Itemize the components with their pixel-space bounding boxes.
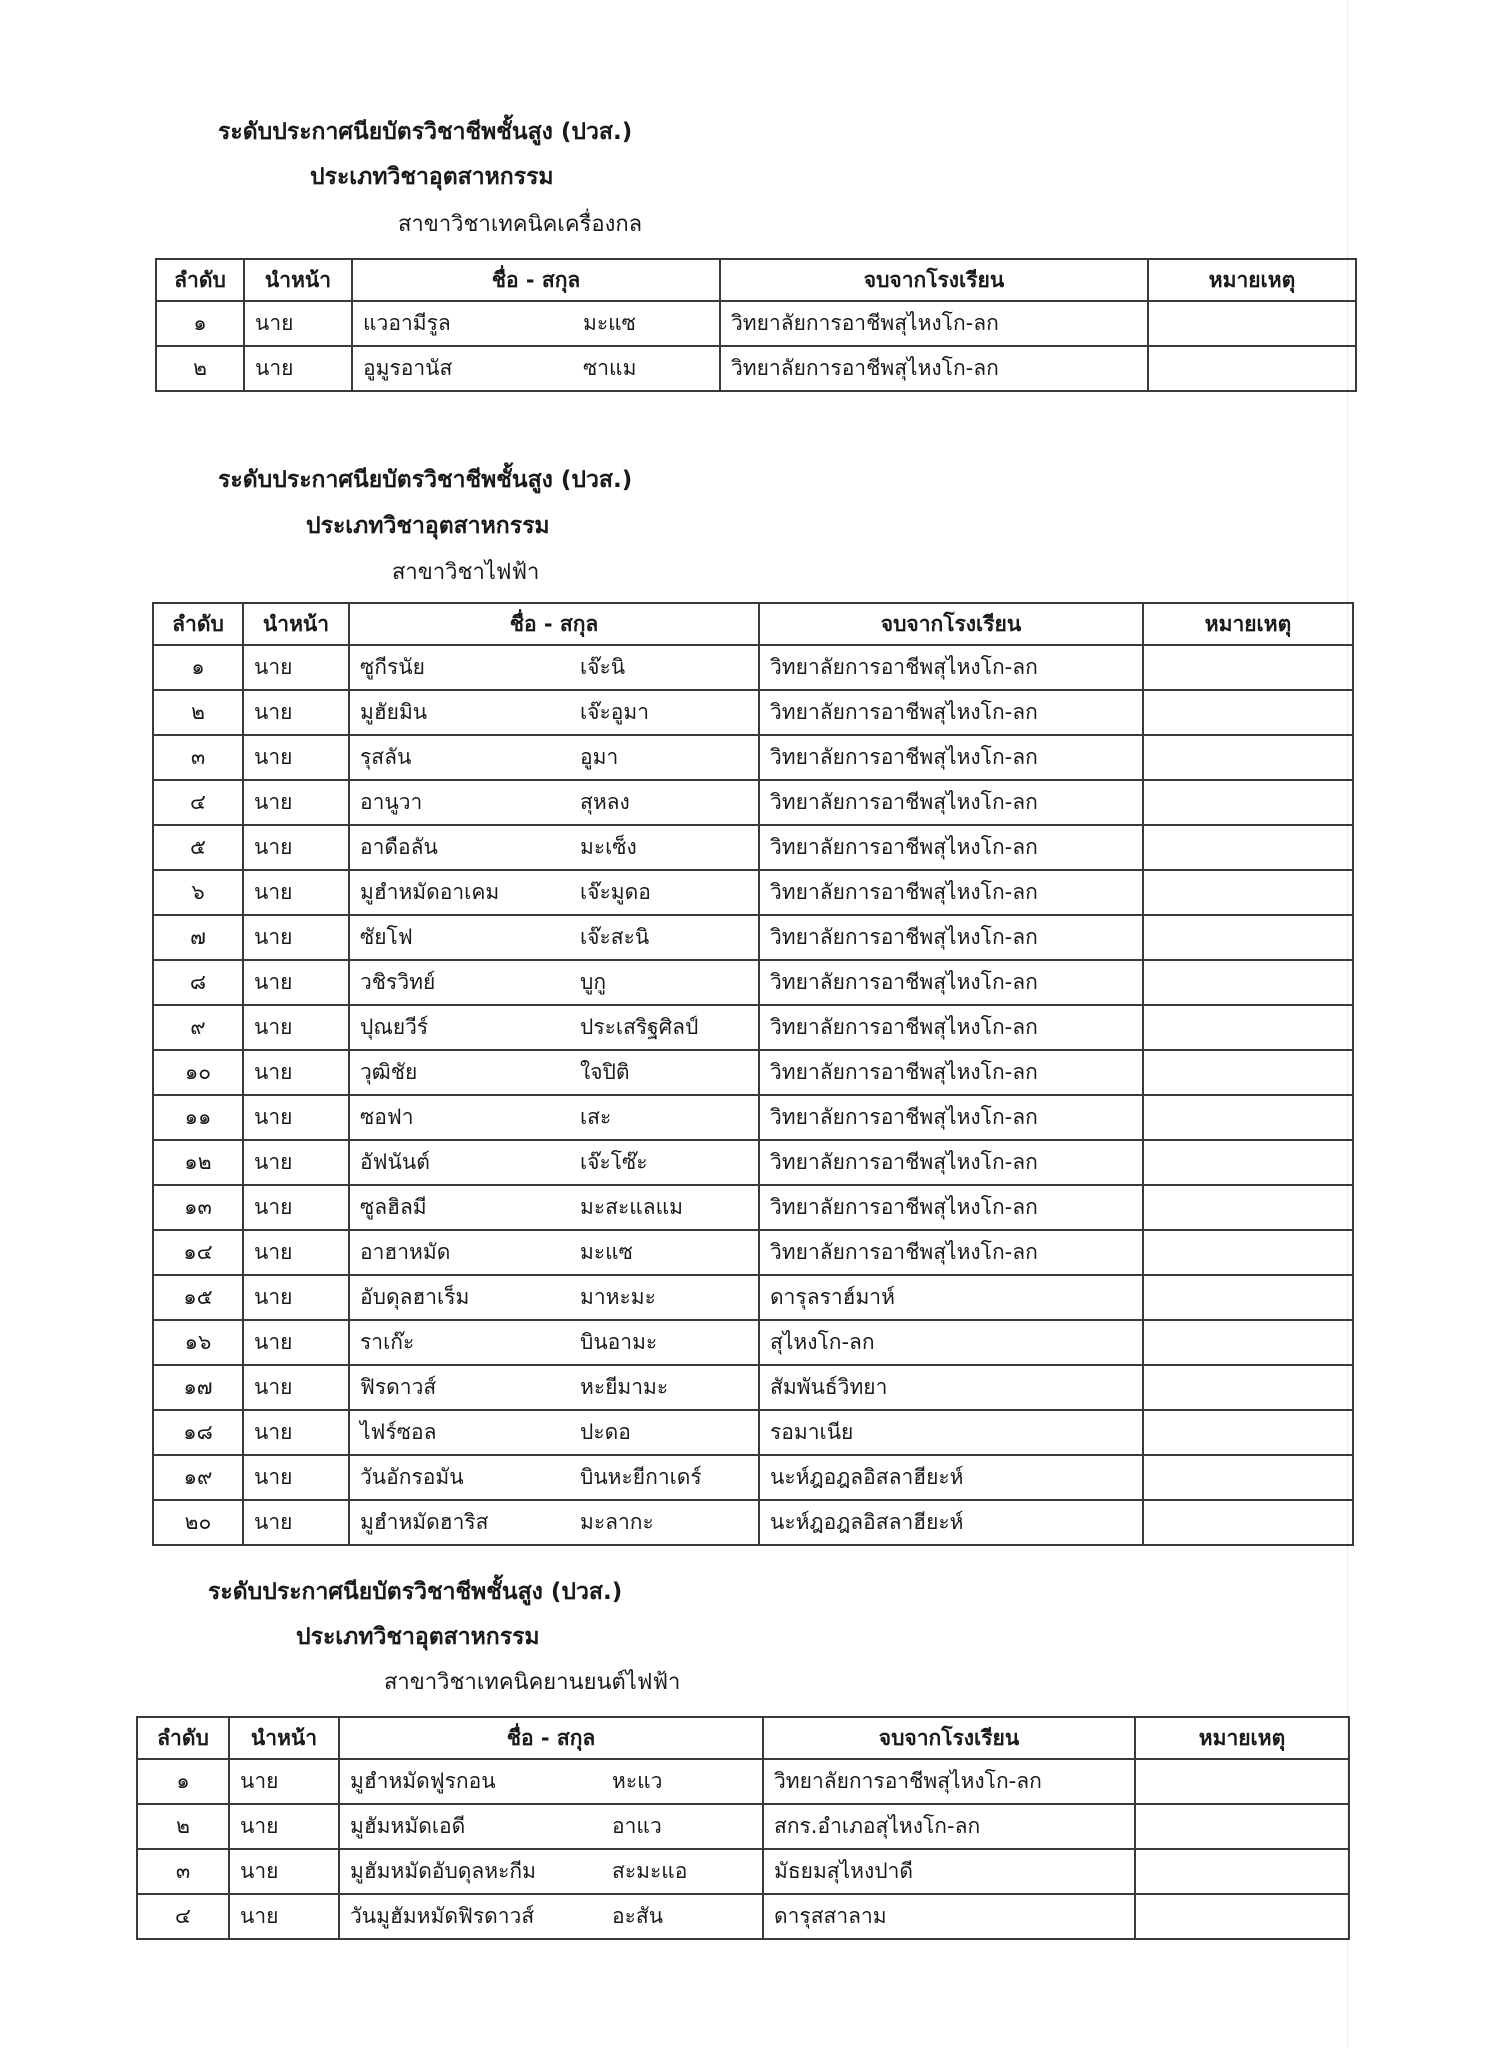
first-name: ไฟร์ซอล	[360, 1420, 437, 1444]
col-header-name: ชื่อ - สกุล	[349, 603, 759, 645]
table-header-row	[153, 603, 1353, 645]
row-prefix: นาย	[243, 1365, 349, 1410]
row-number: ๔	[153, 780, 243, 825]
row-school: วิทยาลัยการอาชีพสุไหงโก-ลก	[759, 870, 1143, 915]
col-header-school: จบจากโรงเรียน	[720, 259, 1148, 301]
row-fullname	[349, 870, 759, 915]
row-number: ๑๕	[153, 1275, 243, 1320]
row-remark	[1143, 780, 1353, 825]
row-number: ๑๖	[153, 1320, 243, 1365]
row-school: วิทยาลัยการอาชีพสุไหงโก-ลก	[759, 1185, 1143, 1230]
first-name: วันอักรอมัน	[360, 1465, 464, 1489]
row-remark	[1143, 1185, 1353, 1230]
row-number: ๑๐	[153, 1050, 243, 1095]
last-name: สุหลง	[580, 790, 630, 814]
row-fullname	[349, 825, 759, 870]
row-remark	[1143, 1365, 1353, 1410]
row-remark	[1143, 870, 1353, 915]
row-number: ๖	[153, 870, 243, 915]
row-school: วิทยาลัยการอาชีพสุไหงโก-ลก	[759, 1230, 1143, 1275]
row-prefix: นาย	[244, 301, 352, 346]
row-prefix: นาย	[244, 346, 352, 391]
row-school: วิทยาลัยการอาชีพสุไหงโก-ลก	[759, 1050, 1143, 1095]
row-remark	[1143, 1230, 1353, 1275]
row-number: ๑	[137, 1759, 229, 1804]
table-row	[137, 1849, 1349, 1894]
row-fullname	[349, 645, 759, 690]
row-remark	[1143, 1410, 1353, 1455]
row-number: ๑	[153, 645, 243, 690]
row-school: มัธยมสุไหงปาดี	[763, 1849, 1135, 1894]
first-name: รุสลัน	[360, 745, 412, 769]
row-prefix: นาย	[229, 1759, 339, 1804]
first-name: อานูวา	[360, 790, 423, 814]
row-number: ๙	[153, 1005, 243, 1050]
row-number: ๒	[137, 1804, 229, 1849]
table-row	[153, 1185, 1353, 1230]
row-fullname	[349, 1230, 759, 1275]
last-name: สะมะแอ	[612, 1859, 688, 1883]
row-fullname	[349, 690, 759, 735]
table-row	[156, 346, 1356, 391]
first-name: ซัยโฟ	[360, 925, 413, 949]
row-school: นะห์ฎอฎลอิสลาฮียะห์	[759, 1455, 1143, 1500]
first-name: มูฮัมหมัดอับดุลหะกีม	[350, 1859, 536, 1883]
first-name: ปุณยวีร์	[360, 1015, 429, 1039]
first-name: อาฮาหมัด	[360, 1240, 451, 1264]
row-school: วิทยาลัยการอาชีพสุไหงโก-ลก	[720, 301, 1148, 346]
table-row	[153, 1230, 1353, 1275]
row-fullname	[349, 1320, 759, 1365]
row-school: วิทยาลัยการอาชีพสุไหงโก-ลก	[759, 1005, 1143, 1050]
row-school: วิทยาลัยการอาชีพสุไหงโก-ลก	[759, 1140, 1143, 1185]
last-name: มาหะมะ	[580, 1285, 656, 1309]
first-name: อัฟนันต์	[360, 1150, 430, 1174]
row-prefix: นาย	[229, 1849, 339, 1894]
col-header-name: ชื่อ - สกุล	[339, 1717, 763, 1759]
last-name: อาแว	[612, 1814, 662, 1838]
row-number: ๒	[156, 346, 244, 391]
last-name: เจ๊ะสะนิ	[580, 925, 650, 949]
row-remark	[1143, 825, 1353, 870]
section-major-heading: สาขาวิชาเทคนิคเครื่องกล	[398, 212, 643, 237]
row-fullname	[352, 301, 720, 346]
row-school: วิทยาลัยการอาชีพสุไหงโก-ลก	[759, 960, 1143, 1005]
row-fullname	[349, 1500, 759, 1545]
table-row	[153, 1320, 1353, 1365]
first-name: ฟิรดาวส์	[360, 1375, 437, 1399]
row-fullname	[339, 1894, 763, 1939]
row-school: วิทยาลัยการอาชีพสุไหงโก-ลก	[759, 915, 1143, 960]
row-fullname	[349, 1410, 759, 1455]
table-row	[153, 1095, 1353, 1140]
row-prefix: นาย	[243, 870, 349, 915]
row-number: ๕	[153, 825, 243, 870]
table-row	[153, 1365, 1353, 1410]
last-name: บูกู	[580, 970, 607, 994]
col-header-name: ชื่อ - สกุล	[352, 259, 720, 301]
col-header-remark: หมายเหตุ	[1135, 1717, 1349, 1759]
row-remark	[1148, 346, 1356, 391]
col-header-no: ลำดับ	[153, 603, 243, 645]
row-school: วิทยาลัยการอาชีพสุไหงโก-ลก	[759, 690, 1143, 735]
row-remark	[1143, 645, 1353, 690]
row-prefix: นาย	[243, 915, 349, 960]
row-remark	[1143, 735, 1353, 780]
student-table	[136, 1716, 1350, 1940]
row-prefix: นาย	[243, 645, 349, 690]
first-name: อาดือลัน	[360, 835, 438, 859]
first-name: มูฮัมหมัดเอดี	[350, 1814, 466, 1838]
col-header-title: นำหน้า	[229, 1717, 339, 1759]
row-prefix: นาย	[243, 825, 349, 870]
row-prefix: นาย	[243, 1500, 349, 1545]
first-name: วชิรวิทย์	[360, 970, 436, 994]
last-name: บินหะยีกาเดร์	[580, 1465, 702, 1489]
last-name: เจ๊ะนิ	[580, 655, 626, 679]
row-school: วิทยาลัยการอาชีพสุไหงโก-ลก	[759, 1095, 1143, 1140]
first-name: อูมูรอานัส	[363, 356, 453, 380]
col-header-no: ลำดับ	[137, 1717, 229, 1759]
row-prefix: นาย	[243, 1095, 349, 1140]
row-fullname	[349, 1275, 759, 1320]
row-fullname	[352, 346, 720, 391]
row-prefix: นาย	[243, 735, 349, 780]
section-major-heading: สาขาวิชาเทคนิคยานยนต์ไฟฟ้า	[384, 1670, 681, 1695]
row-prefix: นาย	[243, 780, 349, 825]
table-row	[153, 870, 1353, 915]
table-header-row	[137, 1717, 1349, 1759]
row-remark	[1143, 1275, 1353, 1320]
table-row	[153, 1050, 1353, 1095]
table-row	[137, 1759, 1349, 1804]
row-prefix: นาย	[243, 1455, 349, 1500]
first-name: แวอามีรูล	[363, 311, 451, 335]
row-number: ๒๐	[153, 1500, 243, 1545]
row-school: วิทยาลัยการอาชีพสุไหงโก-ลก	[720, 346, 1148, 391]
row-fullname	[349, 1365, 759, 1410]
row-remark	[1148, 301, 1356, 346]
last-name: อะสัน	[612, 1904, 664, 1928]
table-row	[153, 1275, 1353, 1320]
section-level-heading: ระดับประกาศนียบัตรวิชาชีพชั้นสูง (ปวส.)	[218, 467, 633, 493]
row-prefix: นาย	[243, 960, 349, 1005]
last-name: บินอามะ	[580, 1330, 658, 1354]
row-prefix: นาย	[243, 1275, 349, 1320]
table-row	[153, 915, 1353, 960]
last-name: มะแซ	[583, 311, 636, 335]
row-prefix: นาย	[229, 1804, 339, 1849]
student-table	[155, 258, 1357, 392]
row-fullname	[349, 1140, 759, 1185]
first-name: ราเก๊ะ	[360, 1330, 415, 1354]
row-remark	[1143, 960, 1353, 1005]
section-type-heading: ประเภทวิชาอุตสาหกรรม	[296, 1624, 540, 1650]
col-header-remark: หมายเหตุ	[1148, 259, 1356, 301]
last-name: มะเซ็ง	[580, 835, 637, 859]
table-row	[153, 780, 1353, 825]
table-row	[153, 1005, 1353, 1050]
section-level-heading: ระดับประกาศนียบัตรวิชาชีพชั้นสูง (ปวส.)	[218, 119, 633, 145]
row-prefix: นาย	[243, 1410, 349, 1455]
first-name: มูฮำหมัดฮาริส	[360, 1510, 489, 1534]
last-name: ใจปิติ	[580, 1060, 630, 1084]
row-number: ๑๓	[153, 1185, 243, 1230]
row-school: รอมาเนีย	[759, 1410, 1143, 1455]
row-fullname	[349, 1455, 759, 1500]
section-type-heading: ประเภทวิชาอุตสาหกรรม	[306, 513, 550, 539]
row-remark	[1143, 1005, 1353, 1050]
last-name: ปะดอ	[580, 1420, 631, 1444]
row-number: ๑๘	[153, 1410, 243, 1455]
last-name: อูมา	[580, 745, 619, 769]
row-prefix: นาย	[243, 1230, 349, 1275]
row-remark	[1143, 1455, 1353, 1500]
table-row	[137, 1804, 1349, 1849]
last-name: เจ๊ะอูมา	[580, 700, 650, 724]
first-name: มูฮำหมัดฟูรกอน	[350, 1769, 496, 1793]
col-header-title: นำหน้า	[244, 259, 352, 301]
row-number: ๑๔	[153, 1230, 243, 1275]
row-prefix: นาย	[243, 690, 349, 735]
row-remark	[1135, 1804, 1349, 1849]
row-remark	[1135, 1759, 1349, 1804]
last-name: ประเสริฐศิลป์	[580, 1015, 699, 1039]
row-school: วิทยาลัยการอาชีพสุไหงโก-ลก	[759, 735, 1143, 780]
row-remark	[1143, 915, 1353, 960]
first-name: มูฮัยมิน	[360, 700, 428, 724]
table-row	[153, 1410, 1353, 1455]
row-school: วิทยาลัยการอาชีพสุไหงโก-ลก	[763, 1759, 1135, 1804]
row-remark	[1143, 1140, 1353, 1185]
col-header-no: ลำดับ	[156, 259, 244, 301]
last-name: มะสะแลแม	[580, 1195, 684, 1219]
first-name: ซูลฮิลมี	[360, 1195, 427, 1219]
row-fullname	[349, 1005, 759, 1050]
table-row	[137, 1894, 1349, 1939]
row-school: สัมพันธ์วิทยา	[759, 1365, 1143, 1410]
row-remark	[1135, 1849, 1349, 1894]
table-row	[153, 1455, 1353, 1500]
first-name: มูฮำหมัดอาเคม	[360, 880, 500, 904]
row-fullname	[339, 1759, 763, 1804]
row-prefix: นาย	[243, 1185, 349, 1230]
section-major-heading: สาขาวิชาไฟฟ้า	[392, 560, 540, 585]
row-remark	[1143, 1050, 1353, 1095]
row-school: วิทยาลัยการอาชีพสุไหงโก-ลก	[759, 825, 1143, 870]
last-name: เจ๊ะโซ๊ะ	[580, 1150, 648, 1174]
table-header-row	[156, 259, 1356, 301]
row-number: ๑๙	[153, 1455, 243, 1500]
row-fullname	[339, 1804, 763, 1849]
table-row	[153, 960, 1353, 1005]
row-remark	[1143, 1320, 1353, 1365]
student-table	[152, 602, 1354, 1546]
row-number: ๗	[153, 915, 243, 960]
row-school: ดารุสสาลาม	[763, 1894, 1135, 1939]
col-header-remark: หมายเหตุ	[1143, 603, 1353, 645]
row-prefix: นาย	[243, 1050, 349, 1095]
row-fullname	[349, 1050, 759, 1095]
row-number: ๑๒	[153, 1140, 243, 1185]
row-school: วิทยาลัยการอาชีพสุไหงโก-ลก	[759, 645, 1143, 690]
table-row	[153, 1500, 1353, 1545]
row-remark	[1135, 1894, 1349, 1939]
col-header-title: นำหน้า	[243, 603, 349, 645]
section-level-heading: ระดับประกาศนียบัตรวิชาชีพชั้นสูง (ปวส.)	[208, 1579, 623, 1605]
row-fullname	[349, 735, 759, 780]
last-name: เจ๊ะมูดอ	[580, 880, 651, 904]
first-name: วันมูฮัมหมัดฟิรดาวส์	[350, 1904, 535, 1928]
first-name: วุฒิชัย	[360, 1060, 418, 1084]
row-school: สุไหงโก-ลก	[759, 1320, 1143, 1365]
row-prefix: นาย	[243, 1005, 349, 1050]
row-school: วิทยาลัยการอาชีพสุไหงโก-ลก	[759, 780, 1143, 825]
row-number: ๑๑	[153, 1095, 243, 1140]
col-header-school: จบจากโรงเรียน	[763, 1717, 1135, 1759]
row-fullname	[349, 780, 759, 825]
row-number: ๓	[153, 735, 243, 780]
row-fullname	[349, 960, 759, 1005]
row-number: ๘	[153, 960, 243, 1005]
row-fullname	[349, 1185, 759, 1230]
row-fullname	[349, 915, 759, 960]
row-number: ๒	[153, 690, 243, 735]
row-prefix: นาย	[243, 1140, 349, 1185]
table-row	[153, 645, 1353, 690]
row-prefix: นาย	[229, 1894, 339, 1939]
row-remark	[1143, 1500, 1353, 1545]
col-header-school: จบจากโรงเรียน	[759, 603, 1143, 645]
last-name: ซาแม	[583, 356, 637, 380]
last-name: เสะ	[580, 1105, 612, 1129]
section-type-heading: ประเภทวิชาอุตสาหกรรม	[310, 164, 554, 190]
row-remark	[1143, 1095, 1353, 1140]
row-prefix: นาย	[243, 1320, 349, 1365]
row-number: ๑๗	[153, 1365, 243, 1410]
row-fullname	[339, 1849, 763, 1894]
last-name: หะยีมามะ	[580, 1375, 669, 1399]
row-number: ๓	[137, 1849, 229, 1894]
row-number: ๑	[156, 301, 244, 346]
first-name: ซูกีรนัย	[360, 655, 425, 679]
last-name: มะลากะ	[580, 1510, 654, 1534]
last-name: หะแว	[612, 1769, 663, 1793]
row-fullname	[349, 1095, 759, 1140]
table-row	[156, 301, 1356, 346]
table-row	[153, 735, 1353, 780]
first-name: ซอฟา	[360, 1105, 414, 1129]
row-school: สกร.อำเภอสุไหงโก-ลก	[763, 1804, 1135, 1849]
row-remark	[1143, 690, 1353, 735]
row-school: ดารุลราฮ์มาห์	[759, 1275, 1143, 1320]
first-name: อับดุลฮาเร็ม	[360, 1285, 470, 1309]
last-name: มะแซ	[580, 1240, 633, 1264]
row-school: นะห์ฎอฎลอิสลาฮียะห์	[759, 1500, 1143, 1545]
table-row	[153, 1140, 1353, 1185]
row-number: ๔	[137, 1894, 229, 1939]
table-row	[153, 825, 1353, 870]
table-row	[153, 690, 1353, 735]
